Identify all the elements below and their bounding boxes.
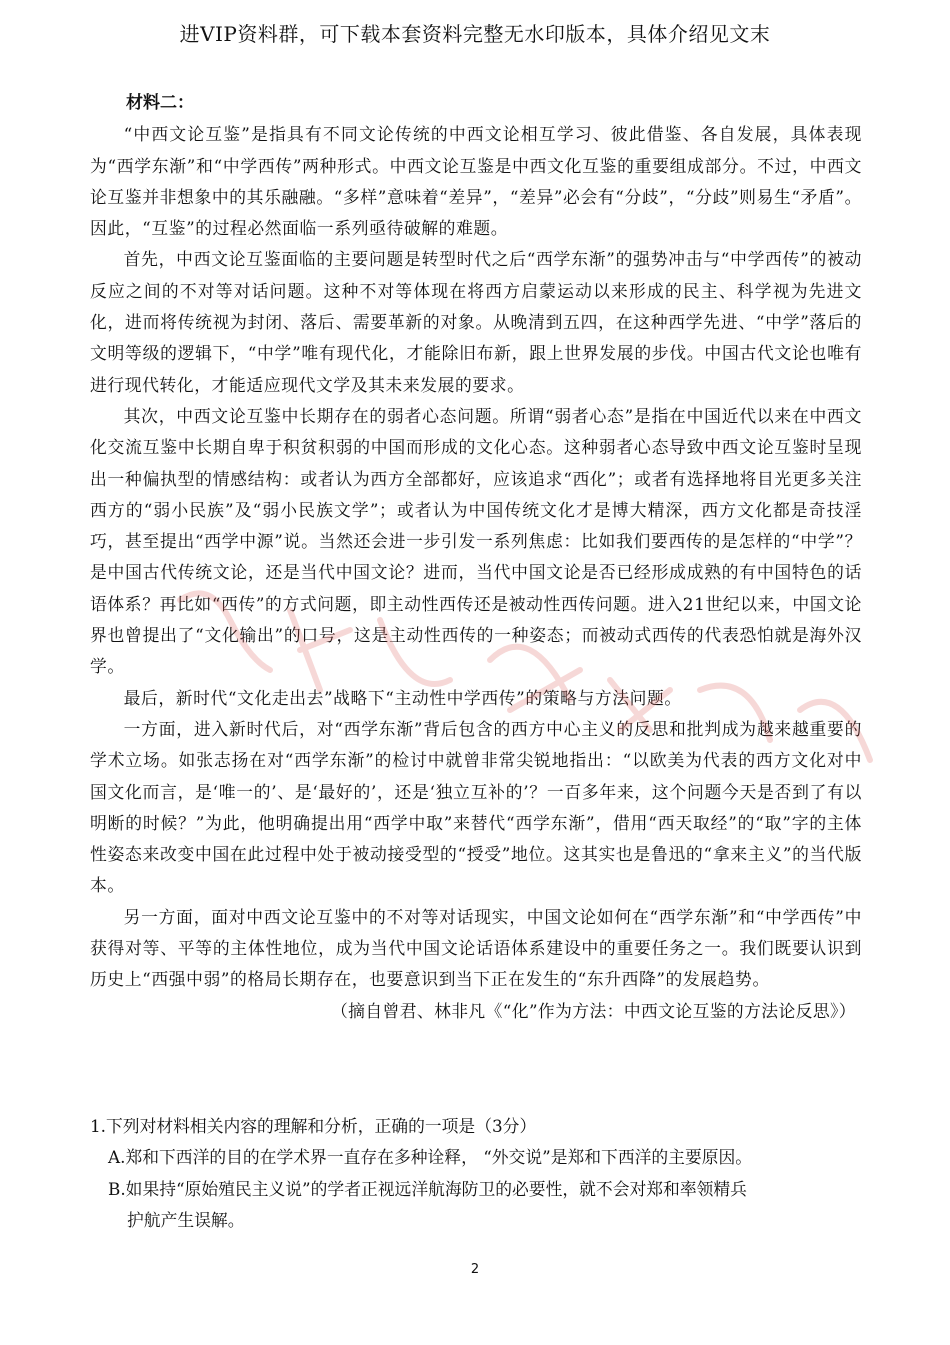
- option-a: [108, 1142, 870, 1173]
- paragraph: 最后，新时代“文化走出去”战略下“主动性中学西传”的策略与方法问题。: [123, 687, 682, 708]
- option-b-continuation: 护航产生误解。: [127, 1209, 245, 1230]
- paragraph: “中西文论互鉴”是指具有不同文论传统的中西文论相互学习、彼此借鉴、各自发展，具体表现为“西学东渐”和“中学西传”两种形式。中西文论互鉴是中西文化互鉴的重要组成部分。不过，中西文论互鉴并非想象中的其乐融融。“多样”意味着“差异”，“差异”必会有“分歧”，“分歧”则易生“矛盾”。因此，“互鉴”的过程必然面临一系列亟待破解的难题。: [90, 124, 862, 239]
- paragraph: 首先，中西文论互鉴面临的主要问题是转型时代之后“西学东渐”的强势冲击与“中学西传”的被动反应之间的不对等对话问题。这种不对等体现在将西方启蒙运动以来形成的民主、科学视为先进文化，进而将传统视为封闭、落后、需要革新的对象。从晚清到五四，在这种西学先进、“中学”落后的文明等级的逻辑下，“中学”唯有现代化，才能除旧布新，跟上世界发展的步伐。中国古代文论也唯有进行现代转化，才能适应现代文学及其未来发展的要求。: [90, 249, 862, 395]
- option-a-text: A.郑和下西洋的目的在学术界一直存在多种诠释， “外交说”是郑和下西洋的主要原因。: [108, 1147, 753, 1168]
- paragraph: 一方面，进入新时代后，对“西学东渐”背后包含的西方中心主义的反思和批判成为越来越重要的学术立场。如张志扬在对“西学东渐”的检讨中就曾非常尖锐地指出：“以欧美为代表的西方文化对中国文化而言，是‘唯一的’、是‘最好的’，还是‘独立互补的’？一百多年来，这个问题今天是否到了有以明断的时候？”为此，他明确提出用“西学中取”来替代“西学东渐”，借用“西天取经”的“取”字的主体性姿态来改变中国在此过程中处于被动接受型的“授受”地位。这其实也是鲁迅的“拿来主义”的当代版本。: [90, 718, 862, 896]
- paragraph: 另一方面，面对中西文论互鉴中的不对等对话现实，中国文论如何在“西学东渐”和“中学西传”中获得对等、平等的主体性地位，成为当代中国文论话语体系建设中的重要任务之一。我们既要认识到历史上“西强中弱”的格局长期存在，也要意识到当下正在发生的“东升西降”的发展趋势。: [90, 906, 862, 990]
- paragraph: 其次，中西文论互鉴中长期存在的弱者心态问题。所谓“弱者心态”是指在中国近代以来在中西文化交流互鉴中长期自卑于积贫积弱的中国而形成的文化心态。这种弱者心态导致中西文论互鉴时呈现出一种偏执型的情感结构：或者认为西方全部都好，应该追求“西化”；或者有选择地将目光更多关注西方的“弱小民族”及“弱小民族文学”；或者认为中国传统文化才是博大精深，西方文化都是奇技淫巧，甚至提出“西学中源”说。当然还会进一步引发一系列焦虑：比如我们要西传的是怎样的“中学”？是中国古代传统文论，还是当代中国文论？进而，当代中国文论是否已经形成成熟的有中国特色的话语体系？再比如“西传”的方式问题，即主动性西传还是被动性西传问题。进入21世纪以来，中国文论界也曾提出了“文化输出”的口号，这是主动性西传的一种姿态；而被动式西传的代表恐怕就是海外汉学。: [90, 405, 862, 677]
- vip-banner: 进VIP资料群，可下载本套资料完整无水印版本，具体介绍见文末: [179, 22, 771, 46]
- question-stem: 1.下列对材料相关内容的理解和分析，正确的一项是（3分）: [90, 1116, 537, 1136]
- option-b: [108, 1174, 870, 1237]
- material-title: 材料二：: [126, 93, 194, 113]
- option-b-text: B.如果持“原始殖民主义说”的学者正视远洋航海防卫的必要性，就不会对郑和率领精兵: [108, 1178, 747, 1199]
- material-two: [90, 88, 862, 1027]
- question-1: [90, 1111, 870, 1236]
- source-citation: （摘自曾君、林非凡《“化”作为方法：中西文论互鉴的方法论反思》）: [330, 1000, 856, 1021]
- page-number: 2: [470, 1262, 480, 1277]
